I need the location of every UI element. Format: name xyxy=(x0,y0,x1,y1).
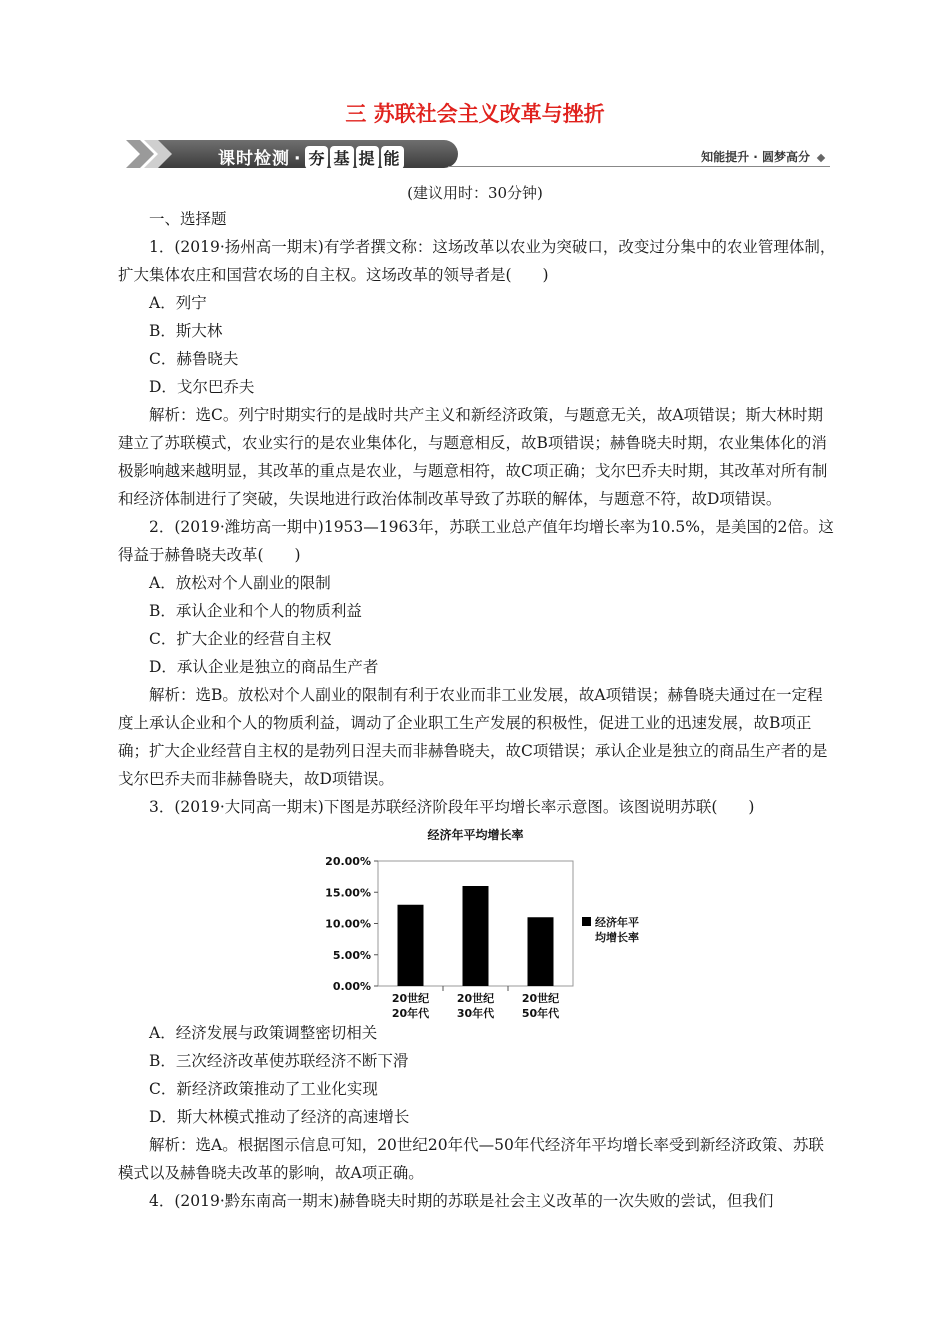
banner-emph-2: 基 xyxy=(330,146,353,169)
q2-option-b: B．承认企业和个人的物质利益 xyxy=(149,602,362,620)
banner-left-text: 课时检测 xyxy=(218,149,290,169)
q2-option-c: C．扩大企业的经营自主权 xyxy=(149,630,332,648)
banner-right-text xyxy=(701,148,824,165)
legend-label: 均增长率 xyxy=(595,931,639,944)
legend-swatch xyxy=(582,917,591,926)
q3-option-c: C．新经济政策推动了工业化实现 xyxy=(149,1080,378,1098)
q1-option-c: C．赫鲁晓夫 xyxy=(149,350,239,368)
banner-dot: · xyxy=(294,149,302,169)
y-tick-label: 10.00% xyxy=(325,917,371,931)
bar xyxy=(463,886,489,986)
q3-option-d: D．斯大林模式推动了经济的高速增长 xyxy=(149,1108,410,1126)
banner-rule xyxy=(448,166,830,167)
banner-emph-1: 夯 xyxy=(305,146,328,169)
y-tick-label: 0.00% xyxy=(332,980,371,993)
y-tick-label: 20.00% xyxy=(325,855,371,868)
time-note: (建议用时：30分钟) xyxy=(407,184,543,202)
q1-analysis: 解析：选C。列宁时期实行的是战时共产主义和新经济政策，与题意无关，故A项错误；斯大林时期建立了苏联模式，农业实行的是农业集体化，与题意相反，故B项错误；赫鲁晓夫时期，农业集体化的消极影响越来越明显，其改革的重点是农业，与题意相符，故C项正确；戈尔巴乔夫时期，其改革对所有制和经济体制进行了突破，失误地进行政治体制改革导致了苏联的解体，与题意不符，故D项错误。 xyxy=(118,406,828,508)
q3-analysis: 解析：选A。根据图示信息可知，20世纪20年代—50年代经济年平均增长率受到新经济政策、苏联模式以及赫鲁晓夫改革的影响，故A项正确。 xyxy=(118,1136,824,1182)
x-tick-label: 30年代 xyxy=(456,1007,495,1019)
chart-title: 经济年平均增长率 xyxy=(427,828,524,842)
y-tick-label: 15.00% xyxy=(325,886,371,900)
q3-stem: 3．(2019·大同高一期末)下图是苏联经济阶段年平均增长率示意图。该图说明苏联( ) xyxy=(149,798,755,816)
section-banner xyxy=(118,140,830,170)
question-content xyxy=(118,205,836,1215)
q1-option-d: D．戈尔巴乔夫 xyxy=(149,378,255,396)
diamond-icon xyxy=(817,153,825,161)
banner-emph-4: 能 xyxy=(381,146,404,169)
x-tick-label: 20世纪 xyxy=(456,992,495,1005)
q3-option-a: A．经济发展与政策调整密切相关 xyxy=(149,1024,378,1042)
bar xyxy=(528,917,554,986)
banner-right-label: 知能提升 · 圆梦高分 xyxy=(701,150,810,164)
growth-chart-svg xyxy=(298,823,678,1019)
q2-option-a: A．放松对个人副业的限制 xyxy=(149,574,331,592)
legend-label: 经济年平 xyxy=(595,916,639,929)
bar xyxy=(398,905,424,986)
q1-stem: 1．(2019·扬州高一期末)有学者撰文称：这场改革以农业为突破口，改变过分集中的农业管理体制，扩大集体农庄和国营农场的自主权。这场改革的领导者是( ) xyxy=(118,238,836,284)
double-chevron-icon xyxy=(126,140,186,168)
banner-emph-3: 提 xyxy=(356,146,379,169)
q2-stem: 2．(2019·潍坊高一期中)1953—1963年，苏联工业总产值年均增长率为10.5%，是美国的2倍。这得益于赫鲁晓夫改革( ) xyxy=(118,518,834,564)
q2-analysis: 解析：选B。放松对个人副业的限制有利于农业而非工业发展，故A项错误；赫鲁晓夫通过在一定程度上承认企业和个人的物质利益，调动了企业职工生产发展的积极性，促进工业的迅速发展，故B项正确；扩大企业经营自主权的是勃列日涅夫而非赫鲁晓夫，故C项错误；承认企业是独立的商品生产者的是戈尔巴乔夫而非赫鲁晓夫，故D项错误。 xyxy=(118,686,828,788)
section-title: 一、选择题 xyxy=(149,210,227,228)
q1-option-a: A．列宁 xyxy=(149,294,207,312)
q2-option-d: D．承认企业是独立的商品生产者 xyxy=(149,658,379,676)
y-tick-label: 5.00% xyxy=(332,948,371,962)
x-tick-label: 20世纪 xyxy=(391,992,430,1005)
q1-option-b: B．斯大林 xyxy=(149,322,223,340)
q4-stem: 4．(2019·黔东南高一期末)赫鲁晓夫时期的苏联是社会主义改革的一次失败的尝试，但我们 xyxy=(149,1192,774,1210)
banner-label xyxy=(218,144,406,169)
growth-chart xyxy=(118,823,836,1019)
x-tick-label: 20世纪 xyxy=(521,992,560,1005)
x-tick-label: 20年代 xyxy=(391,1007,430,1019)
page-title: 三 苏联社会主义改革与挫折 xyxy=(345,102,605,126)
q3-option-b: B．三次经济改革使苏联经济不断下滑 xyxy=(149,1052,409,1070)
x-tick-label: 50年代 xyxy=(521,1007,560,1019)
